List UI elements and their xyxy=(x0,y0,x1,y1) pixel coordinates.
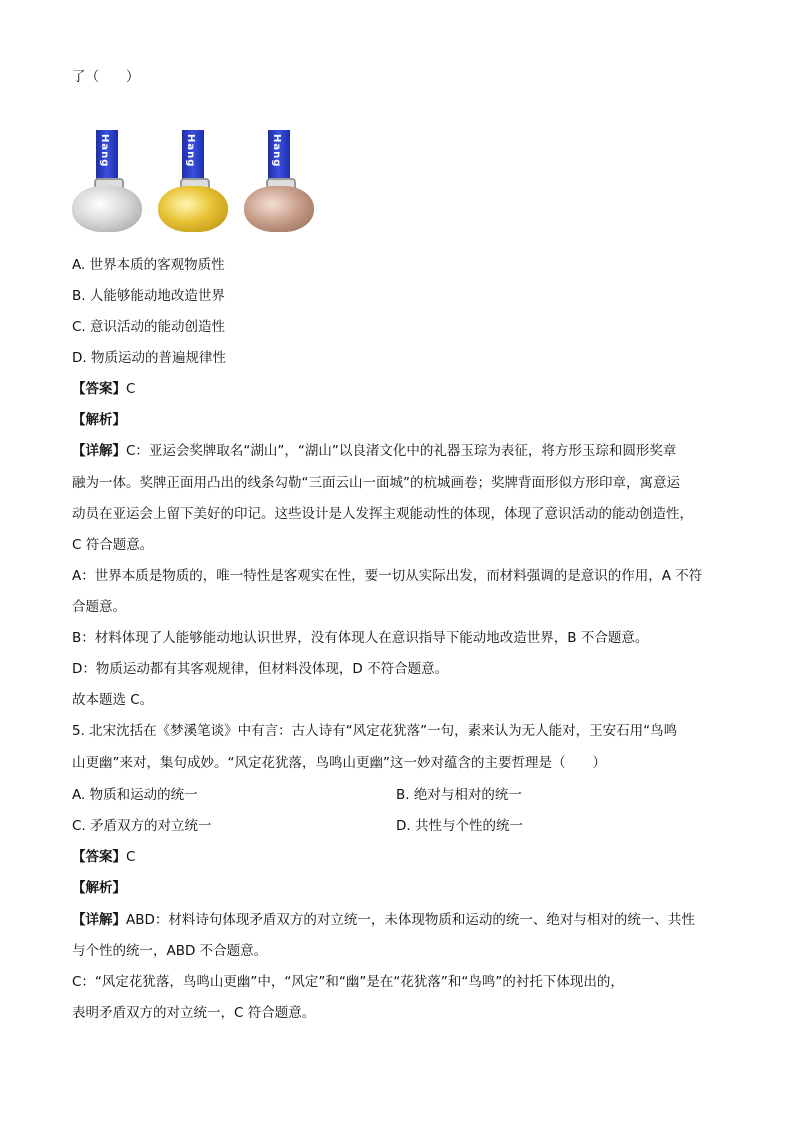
q5-detail-line: C：“风定花犹落，鸟鸣山更幽”中，“风定”和“幽”是在“花犹落”和“鸟鸣”的衬托下体现出的， xyxy=(72,974,624,990)
q5-analysis-label: 【解析】 xyxy=(72,880,126,896)
q4-option-d: D. 物质运动的普遍规律性 xyxy=(72,350,226,366)
q4-answer xyxy=(72,380,135,398)
q4-option-c: C. 意识活动的能动创造性 xyxy=(72,319,226,335)
ribbon-text: Hang xyxy=(99,134,110,168)
q5-stem-line: 山更幽”来对，集句成妙。“风定花犹落，鸟鸣山更幽”这一妙对蕴含的主要哲理是（ ） xyxy=(72,755,606,771)
q4-detail-line: 动员在亚运会上留下美好的印记。这些设计是人发挥主观能动性的体现，体现了意识活动的能动创造性， xyxy=(72,506,693,522)
answer-label: 【答案】 xyxy=(72,849,126,865)
silver-medal xyxy=(72,130,144,235)
q4-detail-line: 合题意。 xyxy=(72,599,126,615)
detail-label: 【详解】 xyxy=(72,443,126,459)
q4-detail-line xyxy=(72,442,676,460)
q4-analysis-label: 【解析】 xyxy=(72,412,126,428)
q5-option-a: A. 物质和运动的统一 xyxy=(72,787,198,803)
answer-value: C xyxy=(126,849,136,865)
answer-value: C xyxy=(126,381,136,397)
q4-detail-line: 融为一体。奖牌正面用凸出的线条勾勒“三面云山一面城”的杭城画卷；奖牌背面形似方形印章，寓意运 xyxy=(72,475,680,491)
q4-option-a: A. 世界本质的客观物质性 xyxy=(72,257,225,273)
q5-option-d: D. 共性与个性的统一 xyxy=(396,818,523,834)
bronze-medal xyxy=(244,130,316,235)
ribbon-text: Hang xyxy=(271,134,282,168)
gold-medal xyxy=(158,130,230,235)
medal-image xyxy=(72,130,322,235)
q4-detail-line: C 符合题意。 xyxy=(72,537,154,553)
ribbon-text: Hang xyxy=(185,134,196,168)
q4-detail-line: A：世界本质是物质的，唯一特性是客观实在性，要一切从实际出发，而材料强调的是意识的作用，A 不符 xyxy=(72,568,703,584)
q5-option-b: B. 绝对与相对的统一 xyxy=(396,787,522,803)
detail-text: ABD：材料诗句体现矛盾双方的对立统一，未体现物质和运动的统一、绝对与相对的统一、共性 xyxy=(126,912,695,928)
q4-option-b: B. 人能够能动地改造世界 xyxy=(72,288,225,304)
q5-answer xyxy=(72,848,135,866)
q4-conclusion: 故本题选 C。 xyxy=(72,692,154,708)
q5-option-c: C. 矛盾双方的对立统一 xyxy=(72,818,212,834)
q5-stem-line: 5. 北宋沈括在《梦溪笔谈》中有言：古人诗有“风定花犹落”一句，素来认为无人能对，王安石用“鸟鸣 xyxy=(72,723,678,739)
q5-detail-line: 与个性的统一，ABD 不合题意。 xyxy=(72,943,268,959)
q5-detail-line: 表明矛盾双方的对立统一，C 符合题意。 xyxy=(72,1005,316,1021)
question-fragment: 了（ ） xyxy=(72,69,140,85)
q4-detail-line: B：材料体现了人能够能动地认识世界，没有体现人在意识指导下能动地改造世界，B 不合题意。 xyxy=(72,630,649,646)
answer-label: 【答案】 xyxy=(72,381,126,397)
q4-detail-line: D：物质运动都有其客观规律，但材料没体现，D 不符合题意。 xyxy=(72,661,449,677)
detail-text: C：亚运会奖牌取名“湖山”，“湖山”以良渚文化中的礼器玉琮为表征，将方形玉琮和圆形奖章 xyxy=(126,443,677,459)
q5-detail-line xyxy=(72,911,695,929)
detail-label: 【详解】 xyxy=(72,912,126,928)
